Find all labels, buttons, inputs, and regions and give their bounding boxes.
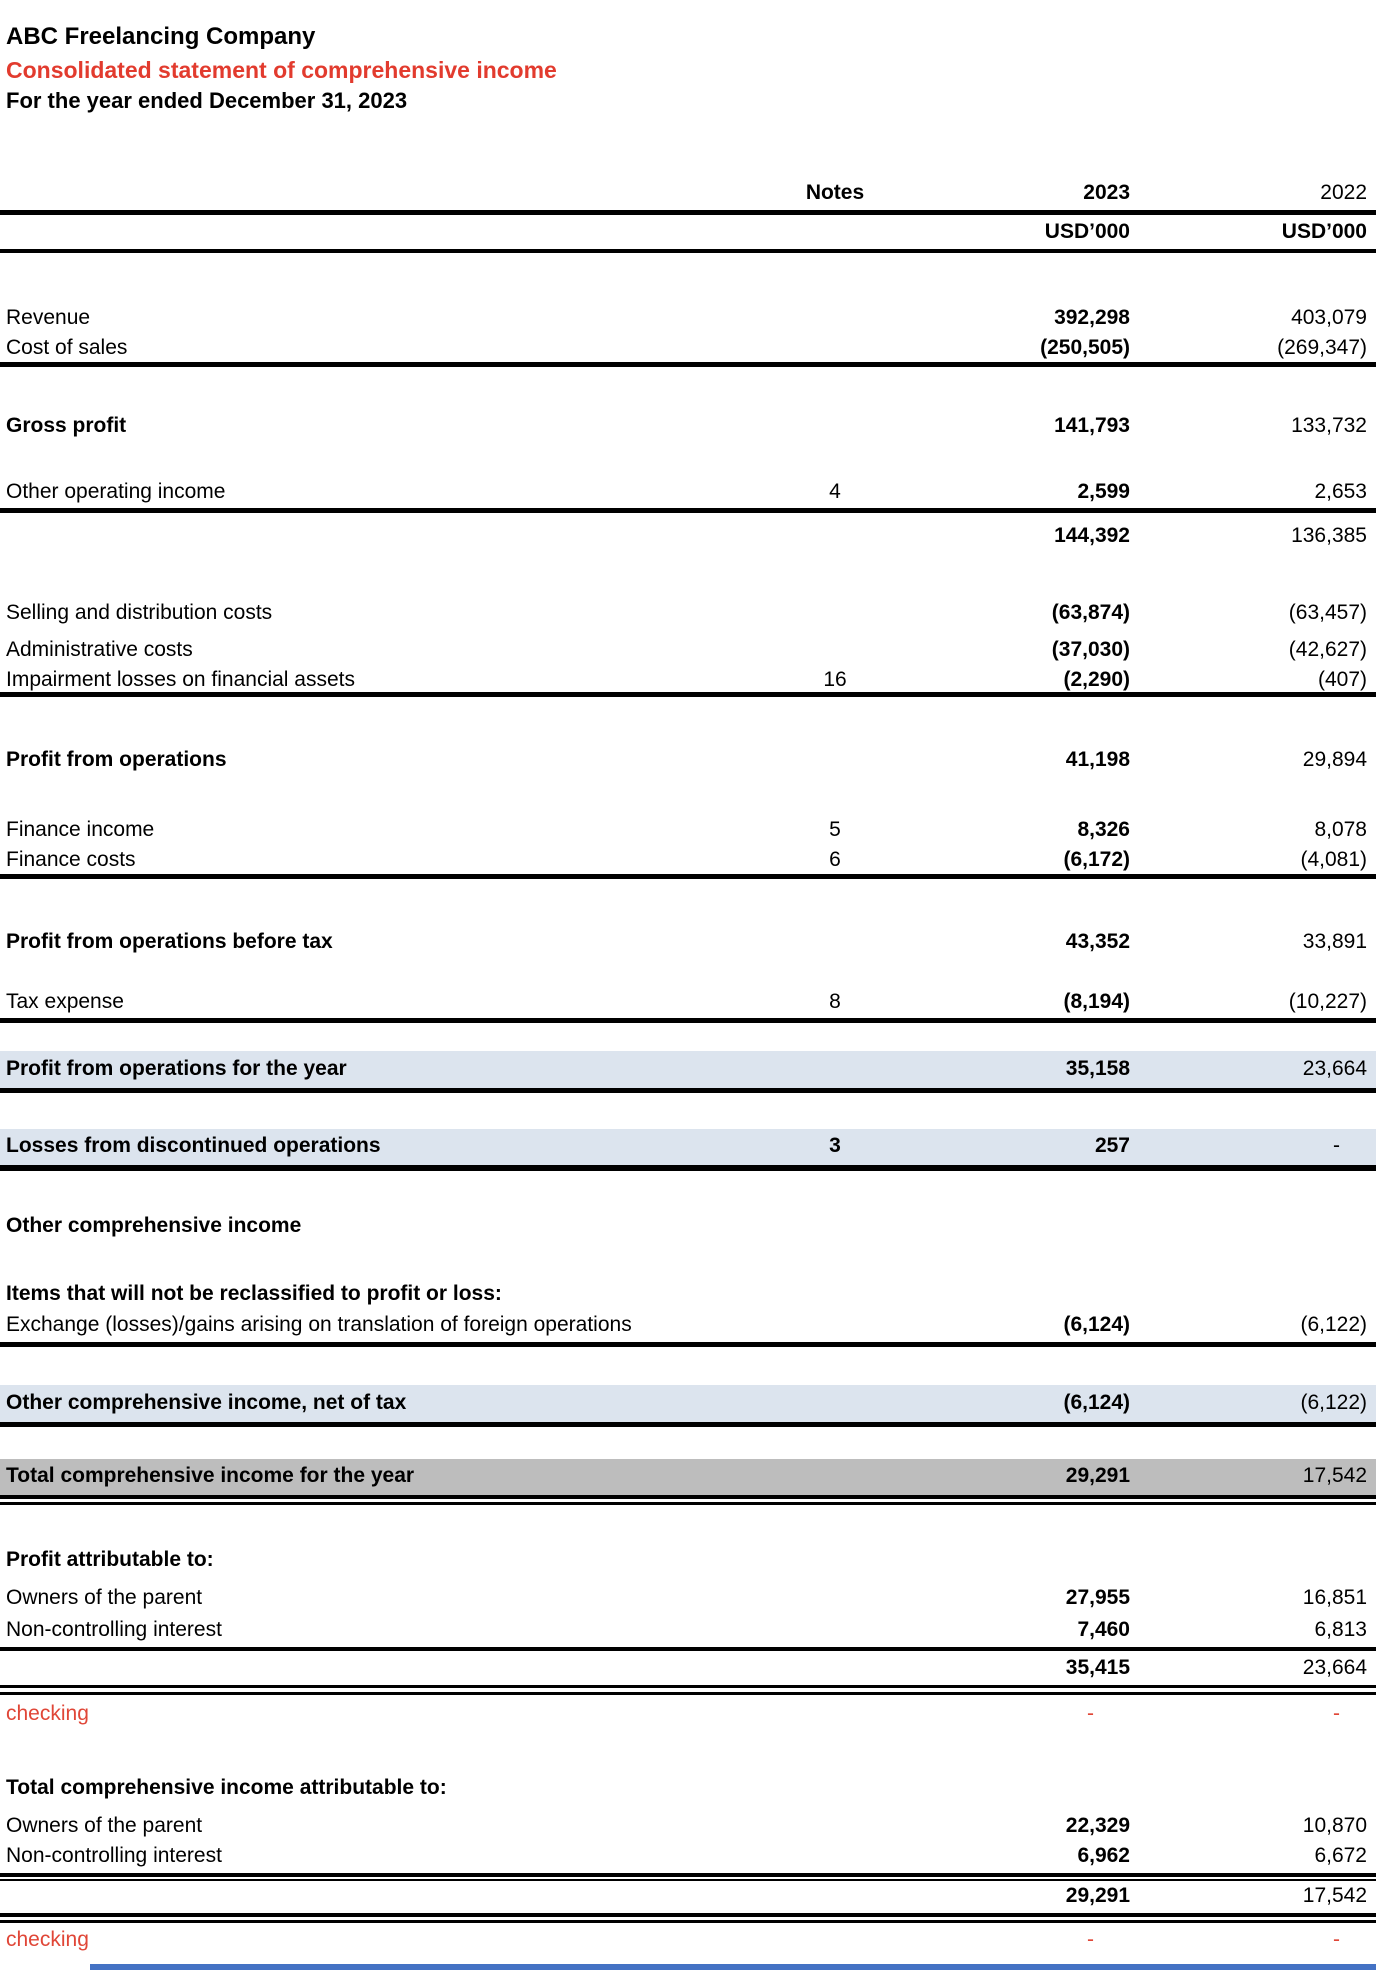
spacer	[0, 1505, 1376, 1541]
value-2023: 35,158	[1065, 1056, 1130, 1080]
checking-row	[0, 1695, 1376, 1731]
value-2023: -	[1087, 1927, 1094, 1951]
value-2023: 257	[1094, 1134, 1130, 1158]
statement-title: Consolidated statement of comprehensive income	[6, 57, 557, 84]
note-value	[700, 625, 970, 630]
spacer	[0, 697, 1376, 737]
value-2023: 29,291	[1065, 1883, 1130, 1907]
value-2022: (6,122)	[1300, 1390, 1367, 1414]
value-2022: 6,813	[1314, 1617, 1367, 1641]
checking-row	[0, 1923, 1376, 1957]
value-2023: 43,352	[1065, 929, 1130, 953]
value-2023: (63,874)	[1051, 600, 1130, 624]
value-2022: (63,457)	[1288, 600, 1367, 624]
table-row-profit-for-the-year	[0, 1051, 1376, 1093]
value-2022: 136,385	[1291, 523, 1367, 547]
row-label: checking	[6, 1927, 89, 1951]
row-label: Revenue	[6, 305, 91, 329]
row-label: checking	[6, 1701, 89, 1725]
row-label: Total comprehensive income attributable to:	[6, 1775, 447, 1799]
value-2022: -	[1333, 1701, 1340, 1725]
row-label: Tax expense	[6, 989, 124, 1013]
row-label: Exchange (losses)/gains arising on translation of foreign operations	[6, 1312, 632, 1336]
row-label: Finance costs	[6, 847, 136, 871]
spacer	[0, 1243, 1376, 1277]
row-label: Non-controlling interest	[6, 1843, 222, 1867]
unit-2022: USD’000	[1281, 219, 1367, 243]
note-value	[700, 1476, 970, 1478]
note-value: 3	[829, 1134, 841, 1158]
report-header	[0, 24, 1376, 113]
value-2023: 6,962	[1077, 1843, 1130, 1867]
spacer	[0, 443, 1376, 479]
value-2023: (6,124)	[1063, 1312, 1130, 1336]
table-row-tax-expense	[0, 989, 1376, 1023]
spacer	[0, 1427, 1376, 1459]
value-2022: 6,672	[1314, 1843, 1367, 1867]
value-2022: (6,122)	[1300, 1312, 1367, 1336]
value-2022: 8,078	[1314, 817, 1367, 841]
table-row-revenue	[0, 299, 1376, 335]
row-label: Items that will not be reclassified to profit or loss:	[6, 1281, 502, 1305]
note-value: 5	[829, 817, 841, 841]
value-2023: (8,194)	[1063, 989, 1130, 1013]
table-row-selling-costs	[0, 593, 1376, 630]
row-label: Impairment losses on financial assets	[6, 667, 355, 691]
table-row-exchange-differences	[0, 1311, 1376, 1347]
spacer	[0, 1171, 1376, 1207]
note-value	[700, 1610, 970, 1615]
note-value	[700, 1908, 970, 1913]
spacer	[0, 1023, 1376, 1051]
value-2022: (407)	[1317, 667, 1367, 691]
table-row-profit-attributable-total	[0, 1651, 1376, 1685]
note-value: 6	[829, 847, 841, 871]
table-row-owners-of-parent-tci	[0, 1805, 1376, 1843]
value-2022: 33,891	[1302, 929, 1367, 953]
spacer	[0, 113, 1376, 175]
value-2022: 133,732	[1291, 413, 1367, 437]
spacer	[0, 1731, 1376, 1769]
value-2022: 16,851	[1302, 1585, 1367, 1609]
table-row-gross-profit	[0, 405, 1376, 443]
value-2023: 35,415	[1065, 1655, 1130, 1679]
row-label: Profit from operations	[6, 747, 227, 771]
value-2022: 29,894	[1302, 747, 1367, 771]
table-row-subtotal	[0, 513, 1376, 553]
table-row-finance-income	[0, 811, 1376, 847]
table-row-profit-before-tax	[0, 919, 1376, 959]
row-label: Total comprehensive income for the year	[6, 1464, 415, 1488]
note-value	[700, 1068, 970, 1070]
table-row-administrative-costs	[0, 630, 1376, 667]
value-2022: (42,627)	[1288, 637, 1367, 661]
value-2022: 17,542	[1302, 1883, 1367, 1907]
row-label: Owners of the parent	[6, 1813, 203, 1837]
column-header-row	[0, 175, 1376, 215]
col-header-notes: Notes	[805, 180, 865, 204]
row-label: Profit from operations for the year	[6, 1056, 347, 1080]
value-2023: (2,290)	[1063, 667, 1130, 691]
table-row-non-controlling-interest	[0, 1615, 1376, 1651]
row-label: Administrative costs	[6, 637, 193, 661]
spacer	[0, 553, 1376, 593]
double-line	[0, 1685, 1376, 1695]
spacer	[0, 253, 1376, 299]
value-2022: 2,653	[1314, 479, 1367, 503]
row-label: Other comprehensive income	[6, 1213, 302, 1237]
note-value	[700, 1402, 970, 1404]
row-label: Profit attributable to:	[6, 1547, 214, 1571]
company-title: ABC Freelancing Company	[6, 23, 316, 50]
row-label: Losses from discontinued operations	[6, 1134, 381, 1158]
note-value	[700, 360, 970, 365]
value-2023: 144,392	[1054, 523, 1130, 547]
spacer	[0, 959, 1376, 989]
value-2023: (6,172)	[1063, 847, 1130, 871]
table-row-non-controlling-interest-tci	[0, 1843, 1376, 1877]
value-2023: 7,460	[1077, 1617, 1130, 1641]
row-label	[0, 1680, 700, 1685]
row-label: Profit from operations before tax	[6, 929, 333, 953]
value-2023: (250,505)	[1040, 335, 1130, 359]
note-value	[700, 1838, 970, 1843]
spacer	[0, 1093, 1376, 1129]
value-2022: 17,542	[1302, 1464, 1367, 1488]
table-row-oci-net-of-tax	[0, 1385, 1376, 1427]
spacer	[0, 1347, 1376, 1385]
note-value	[700, 548, 970, 553]
value-2022: 23,664	[1302, 1655, 1367, 1679]
table-row-discontinued-operations	[0, 1129, 1376, 1171]
period-title: For the year ended December 31, 2023	[6, 87, 408, 113]
col-header-2023: 2023	[1083, 180, 1130, 204]
row-label: Non-controlling interest	[6, 1617, 222, 1641]
value-2023: 8,326	[1077, 817, 1130, 841]
row-label: Owners of the parent	[6, 1585, 203, 1609]
bottom-blue-line	[90, 1964, 1376, 1970]
row-label	[0, 1908, 700, 1913]
value-2023: 392,298	[1054, 305, 1130, 329]
section-header-oci	[0, 1207, 1376, 1243]
row-label: Gross profit	[6, 413, 127, 437]
value-2023: 29,291	[1065, 1464, 1130, 1488]
row-label: Other operating income	[6, 479, 226, 503]
table-row-other-operating-income	[0, 479, 1376, 513]
value-2022: -	[1333, 1134, 1340, 1158]
unit-2023: USD’000	[1044, 219, 1130, 243]
value-2022: -	[1333, 1927, 1340, 1951]
note-value: 16	[823, 667, 847, 691]
col-header-2022: 2022	[1320, 180, 1367, 204]
table-row-finance-costs	[0, 847, 1376, 879]
row-label: Selling and distribution costs	[6, 600, 273, 624]
table-row-tci-attributable-total	[0, 1881, 1376, 1913]
section-header-items-not-reclassified	[0, 1277, 1376, 1311]
value-2022: 403,079	[1291, 305, 1367, 329]
table-row-owners-of-parent	[0, 1577, 1376, 1615]
spacer	[0, 879, 1376, 919]
value-2023: 22,329	[1065, 1813, 1130, 1837]
spacer	[0, 777, 1376, 811]
table-row-total-comprehensive-income	[0, 1459, 1376, 1499]
table-row-profit-from-operations	[0, 737, 1376, 777]
note-value	[700, 1337, 970, 1342]
value-2023: (37,030)	[1051, 637, 1130, 661]
spacer	[0, 367, 1376, 405]
note-value	[700, 438, 970, 443]
value-2022: (269,347)	[1277, 335, 1367, 359]
table-row-cost-of-sales	[0, 335, 1376, 367]
value-2022: (10,227)	[1288, 989, 1367, 1013]
note-value	[700, 1642, 970, 1647]
value-2023: 141,793	[1054, 413, 1130, 437]
section-header-tci-attributable	[0, 1769, 1376, 1805]
section-header-profit-attributable	[0, 1541, 1376, 1577]
units-row	[0, 215, 1376, 253]
value-2023: 41,198	[1065, 747, 1130, 771]
note-value	[700, 330, 970, 335]
value-2023: -	[1087, 1701, 1094, 1725]
note-value	[700, 954, 970, 959]
value-2023: 2,599	[1077, 479, 1130, 503]
row-label: Cost of sales	[6, 335, 128, 359]
note-value: 8	[829, 989, 841, 1013]
value-2023: (6,124)	[1063, 1390, 1130, 1414]
table-row-impairment-losses	[0, 667, 1376, 697]
row-label	[0, 548, 700, 553]
double-line	[0, 1913, 1376, 1923]
note-value	[700, 1868, 970, 1873]
note-value	[700, 772, 970, 777]
value-2023: 27,955	[1065, 1585, 1130, 1609]
value-2022: 23,664	[1302, 1056, 1367, 1080]
note-value: 4	[829, 479, 841, 503]
row-label: Finance income	[6, 817, 155, 841]
note-value	[700, 1680, 970, 1685]
value-2022: 10,870	[1302, 1813, 1367, 1837]
row-label: Other comprehensive income, net of tax	[6, 1390, 407, 1414]
value-2022: (4,081)	[1300, 847, 1367, 871]
